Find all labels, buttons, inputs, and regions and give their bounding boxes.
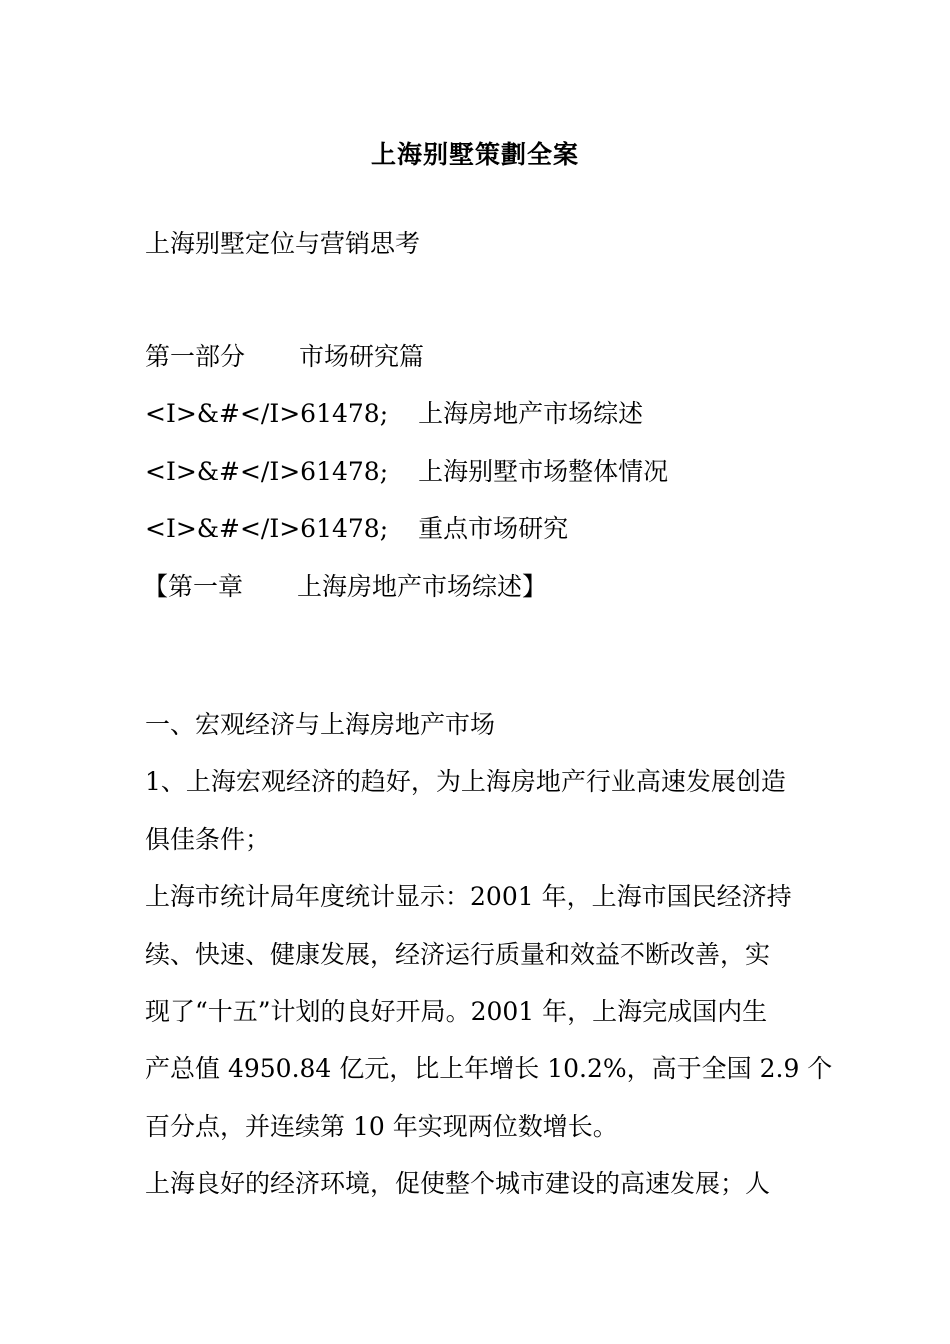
section-heading: 一、宏观经济与上海房地产市场	[145, 710, 496, 739]
toc-item	[145, 512, 568, 546]
body-line: 现了“十五”计划的良好开局。2001 年，上海完成国内生	[145, 997, 768, 1026]
chapter-heading	[143, 570, 547, 604]
part-heading	[145, 340, 424, 374]
toc-marker: <I>&#</I>61478;	[145, 399, 389, 428]
body-line: 百分点，并连续第 10 年实现两位数增长。	[145, 1112, 618, 1141]
toc-marker: <I>&#</I>61478;	[145, 514, 389, 543]
toc-text: 上海别墅市场整体情况	[418, 457, 669, 486]
toc-text: 上海房地产市场综述	[418, 399, 644, 428]
document-subtitle: 上海别墅定位与营销思考	[145, 229, 421, 258]
body-line: 续、快速、健康发展，经济运行质量和效益不断改善，实	[145, 940, 771, 969]
chapter-label: 【第一章	[143, 572, 244, 601]
body-line: 上海良好的经济环境，促使整个城市建设的高速发展；人	[145, 1169, 771, 1198]
body-line: 1、上海宏观经济的趋好，为上海房地产行业高速发展创造	[145, 767, 786, 796]
toc-text: 重点市场研究	[418, 514, 569, 543]
body-line: 上海市统计局年度统计显示：2001 年，上海市国民经济持	[145, 882, 792, 911]
chapter-name: 上海房地产市场综述】	[297, 572, 548, 601]
body-line: 俱佳条件；	[145, 825, 271, 854]
document-title: 上海别墅策劃全案	[370, 140, 579, 169]
toc-item	[145, 455, 668, 489]
toc-marker: <I>&#</I>61478;	[145, 457, 389, 486]
body-line: 产总值 4950.84 亿元，比上年增长 10.2%，高于全国 2.9 个	[145, 1054, 833, 1083]
toc-item	[145, 397, 643, 431]
part-label: 第一部分	[145, 342, 246, 371]
part-name: 市场研究篇	[299, 342, 425, 371]
